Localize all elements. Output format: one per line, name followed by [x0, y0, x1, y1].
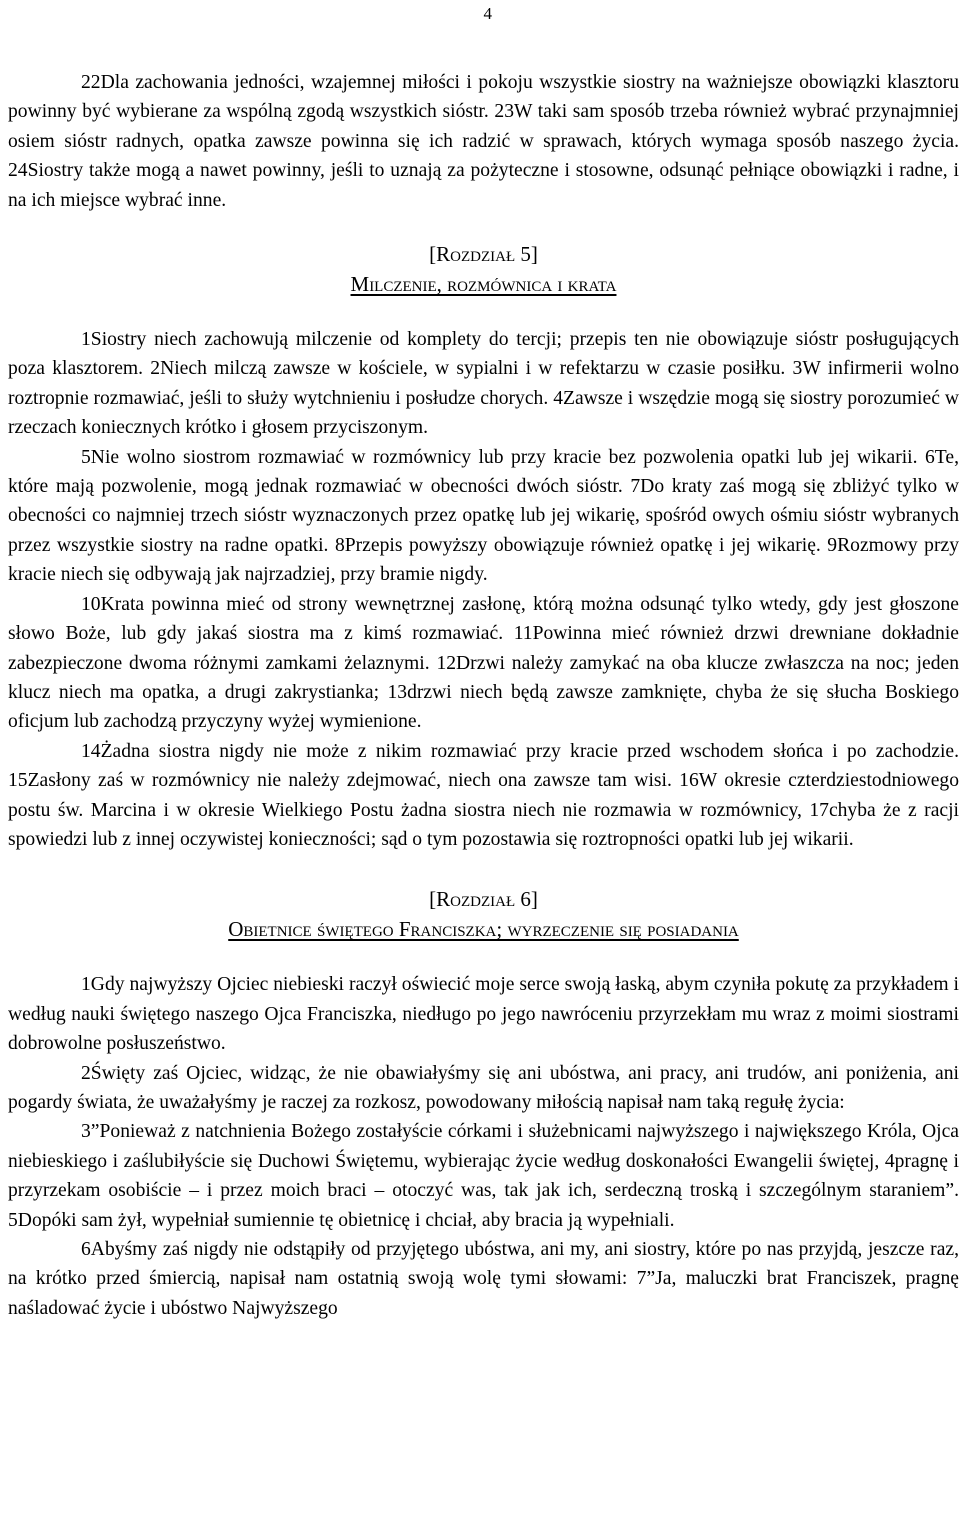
intro-paragraph: 22Dla zachowania jedności, wzajemnej miłości i pokoju wszystkie siostry na ważniejsze obowiązki klasztoru powinny być wybierane za wspólną zgodą wszystkich sióstr. 23W taki sam sposób trzeba również wybrać przynajmniej osiem sióstr radnych, opatka zawsze powinna się ich radzić w sprawach, których wymaga sposób naszego życia. 24Siostry także mogą a nawet powinny, jeśli to uznają za pożyteczne i stosowne, odsunąć pełniące obowiązki i radne, i na ich miejsce wybrać inne.: [8, 72, 959, 211]
chapter-5-paragraph-4: 14Żadna siostra nigdy nie może z nikim rozmawiać przy kracie przed wschodem słońca i po zachodzie. 15Zasłony zaś w rozmównicy nie należy zdejmować, niech ona zawsze tam wisi. 16W okresie czterdziestodniowego postu św. Marcina i w okresie Wielkiego Postu żadna siostra niech nie rozmawia w rozmównicy, 17chyba że z racji spowiedzi lub z innej oczywistej konieczności; sąd o tym pozostawia się roztropności opatki lub jej wikarii.: [8, 740, 959, 850]
chapter-6-paragraph-3: 3”Ponieważ z natchnienia Bożego zostałyście córkami i służebnicami najwyższego i największego Króla, Ojca niebieskiego i zaślubiłyście się Duchowi Świętemu, wybierając życie według doskonałości Ewangelii świętej, 4pragnę i przyrzekam osobiście – i przez moich braci – otoczyć was, tak jak ich, serdeczną troską i szczególnym staraniem”. 5Dopóki sam żył, wypełniał sumiennie tę obietnicę i chciał, aby bracia ją wypełniali.: [8, 1121, 959, 1231]
chapter-5-label: [Rozdział 5]: [429, 242, 538, 267]
page-content: [8, 68, 959, 1323]
chapter-6-heading: [8, 884, 959, 944]
chapter-6-paragraph-4: 6Abyśmy zaś nigdy nie odstąpiły od przyjętego ubóstwa, ani my, ani siostry, które po nas przyjdą, jeszcze raz, na krótko przed śmiercią, napisał nam ostatnią swoją wolę tymi słowami: 7”Ja, maluczki brat Franciszek, pragnę naśladować życie i ubóstwo Najwyższego: [8, 1239, 959, 1319]
chapter-5-heading: [8, 239, 959, 299]
chapter-6-label: [Rozdział 6]: [429, 887, 538, 912]
chapter-5-paragraph-1: 1Siostry niech zachowują milczenie od komplety do tercji; przepis ten nie obowiązuje sióstr posługujących poza klasztorem. 2Niech milczą zawsze w kościele, w sypialni i w refektarzu w czasie posiłku. 3W infirmerii wolno roztropnie rozmawiać, jeśli to służy wytchnieniu i posłudze chorych. 4Zawsze i wszędzie mogą się siostry porozumieć w rzeczach koniecznych krótko i głosem przyciszonym.: [8, 329, 959, 439]
chapter-5-title: Milczenie, rozmównica i krata: [350, 272, 617, 297]
chapter-6-paragraph-1: 1Gdy najwyższy Ojciec niebieski raczył oświecić moje serce swoją łaską, abym czyniła pokutę za przykładem i według nauki świętego naszego Ojca Franciszka, niedługo po jego nawróceniu przyrzekłam mu wraz z moimi siostrami dobrowolne posłuszeństwo.: [8, 974, 959, 1055]
chapter-6-paragraph-2: 2Święty zaś Ojciec, widząc, że nie obawiałyśmy się ani ubóstwa, ani pracy, ani trudów, ani poniżenia, ani pogardy świata, że uważałyśmy je raczej za rozkosz, powodowany miłością napisał nam taką regułę życia:: [8, 1062, 959, 1113]
chapter-6-title: Obietnice świętego Franciszka; wyrzeczenie się posiadania: [228, 917, 739, 942]
page-number: 4: [483, 4, 492, 23]
chapter-5-paragraph-2: 5Nie wolno siostrom rozmawiać w rozmównicy lub przy kracie bez pozwolenia opatki lub jej wikarii. 6Te, które mają pozwolenie, mogą jednak rozmawiać w obecności dwóch sióstr. 7Do kraty zaś mogą się zbliżyć tylko w obecności co najmniej trzech sióstr wyznaczonych przez opatkę lub jej wikarię, spośród owych ośmiu sióstr wybranych przez wszystkie siostry na radne opatki. 8Przepis powyższy obowiązuje również opatkę i jej wikarię. 9Rozmowy przy kracie niech się odbywają jak najrzadziej, przy bramie nigdy.: [8, 446, 959, 586]
chapter-5-paragraph-3: 10Krata powinna mieć od strony wewnętrznej zasłonę, którą można odsunąć tylko wtedy, gdy jest głoszone słowo Boże, lub gdy jakaś siostra ma z kimś rozmawiać. 11Powinna mieć również drzwi drewniane dokładnie zabezpieczone dwoma różnymi zamkami żelaznymi. 12Drzwi należy zamykać na oba klucze zwłaszcza na noc; jeden klucz niech ma opatka, a drugi zakrystianka; 13drzwi niech będą zawsze zamknięte, chyba że się słucha Boskiego oficjum lub zachodzą przyczyny wyżej wymienione.: [8, 593, 959, 733]
